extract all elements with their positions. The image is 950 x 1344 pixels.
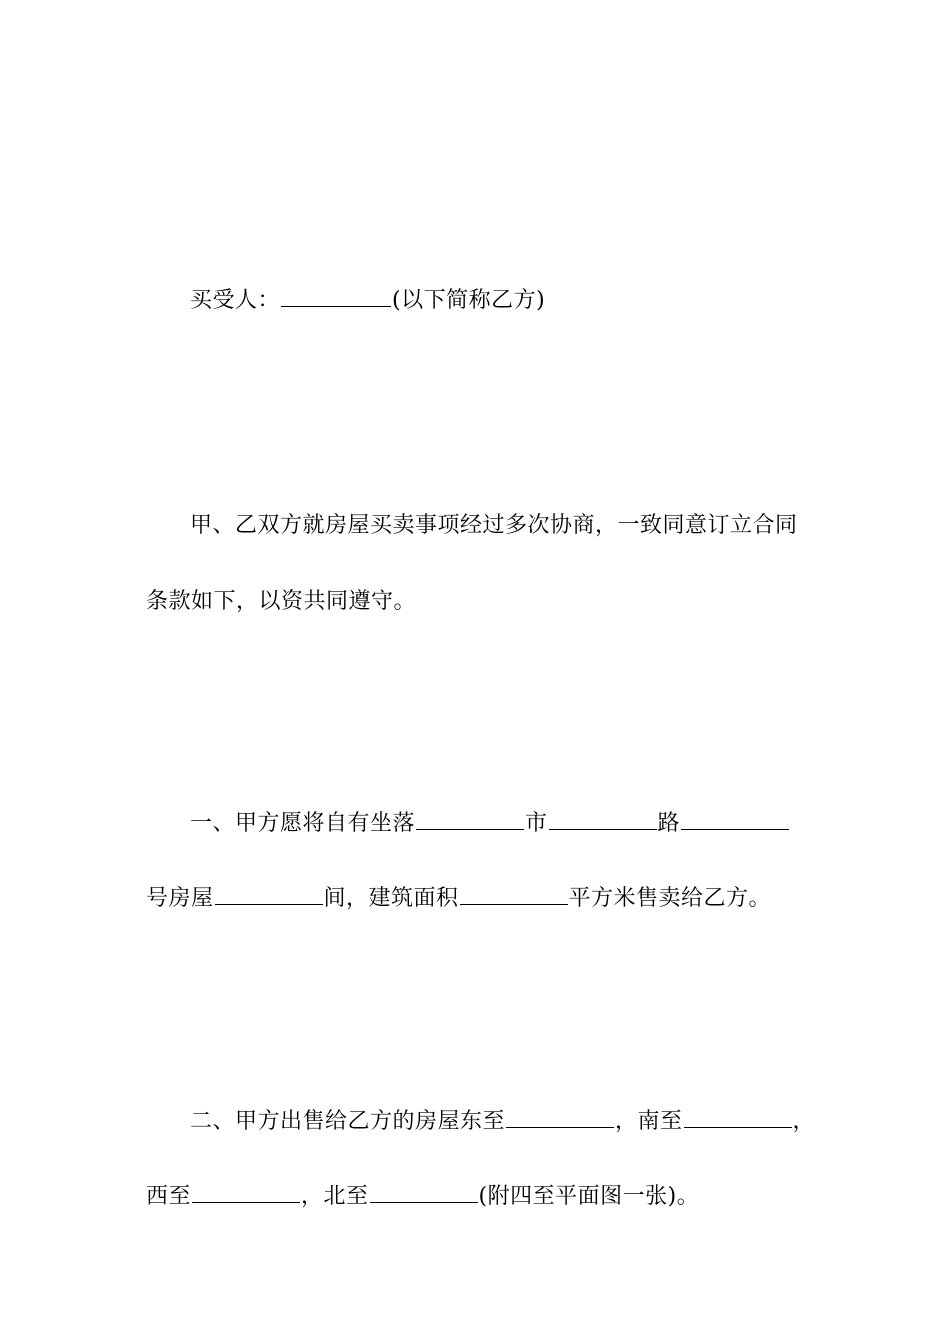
preamble-text-2: 条款如下，以资共同遵守。 xyxy=(146,589,417,614)
clause-2-comma: ， xyxy=(792,1109,816,1134)
clause-2-suffix: (附四至平面图一张)。 xyxy=(478,1184,700,1209)
road-blank xyxy=(549,811,657,830)
clause-1-house: 号房屋 xyxy=(146,886,214,911)
preamble-line-2 xyxy=(146,587,416,617)
buyer-line xyxy=(190,286,545,316)
south-blank xyxy=(684,1109,792,1128)
clause-2-prefix: 二、甲方出售给乙方的房屋东至 xyxy=(190,1109,506,1134)
city-blank xyxy=(416,811,524,830)
clause-2-line-2 xyxy=(146,1182,699,1212)
buyer-label: 买受人： xyxy=(190,288,281,313)
north-blank xyxy=(370,1184,478,1203)
east-blank xyxy=(506,1109,614,1128)
clause-1-road: 路 xyxy=(657,811,681,836)
preamble-text-1: 甲、乙双方就房屋买卖事项经过多次协商，一致同意订立合同 xyxy=(190,513,798,538)
clause-2-north: ，北至 xyxy=(301,1184,369,1209)
clause-2-west: 西至 xyxy=(146,1184,192,1209)
number-blank xyxy=(681,811,789,830)
preamble-line-1 xyxy=(190,511,798,541)
clause-1-rooms: 间，建筑面积 xyxy=(323,886,459,911)
west-blank xyxy=(192,1184,300,1203)
clause-1-prefix: 一、甲方愿将自有坐落 xyxy=(190,811,416,836)
buyer-suffix: (以下简称乙方) xyxy=(392,288,546,313)
clause-1-area: 平方米售卖给乙方。 xyxy=(568,886,772,911)
buyer-blank xyxy=(281,288,391,307)
clause-1-line-2 xyxy=(146,884,771,914)
clause-2-south: ，南至 xyxy=(615,1109,683,1134)
clause-2-line-1 xyxy=(190,1107,815,1137)
clause-1-city: 市 xyxy=(525,811,548,836)
clause-1-line-1 xyxy=(190,809,790,839)
rooms-blank xyxy=(215,886,323,905)
area-blank xyxy=(460,886,568,905)
